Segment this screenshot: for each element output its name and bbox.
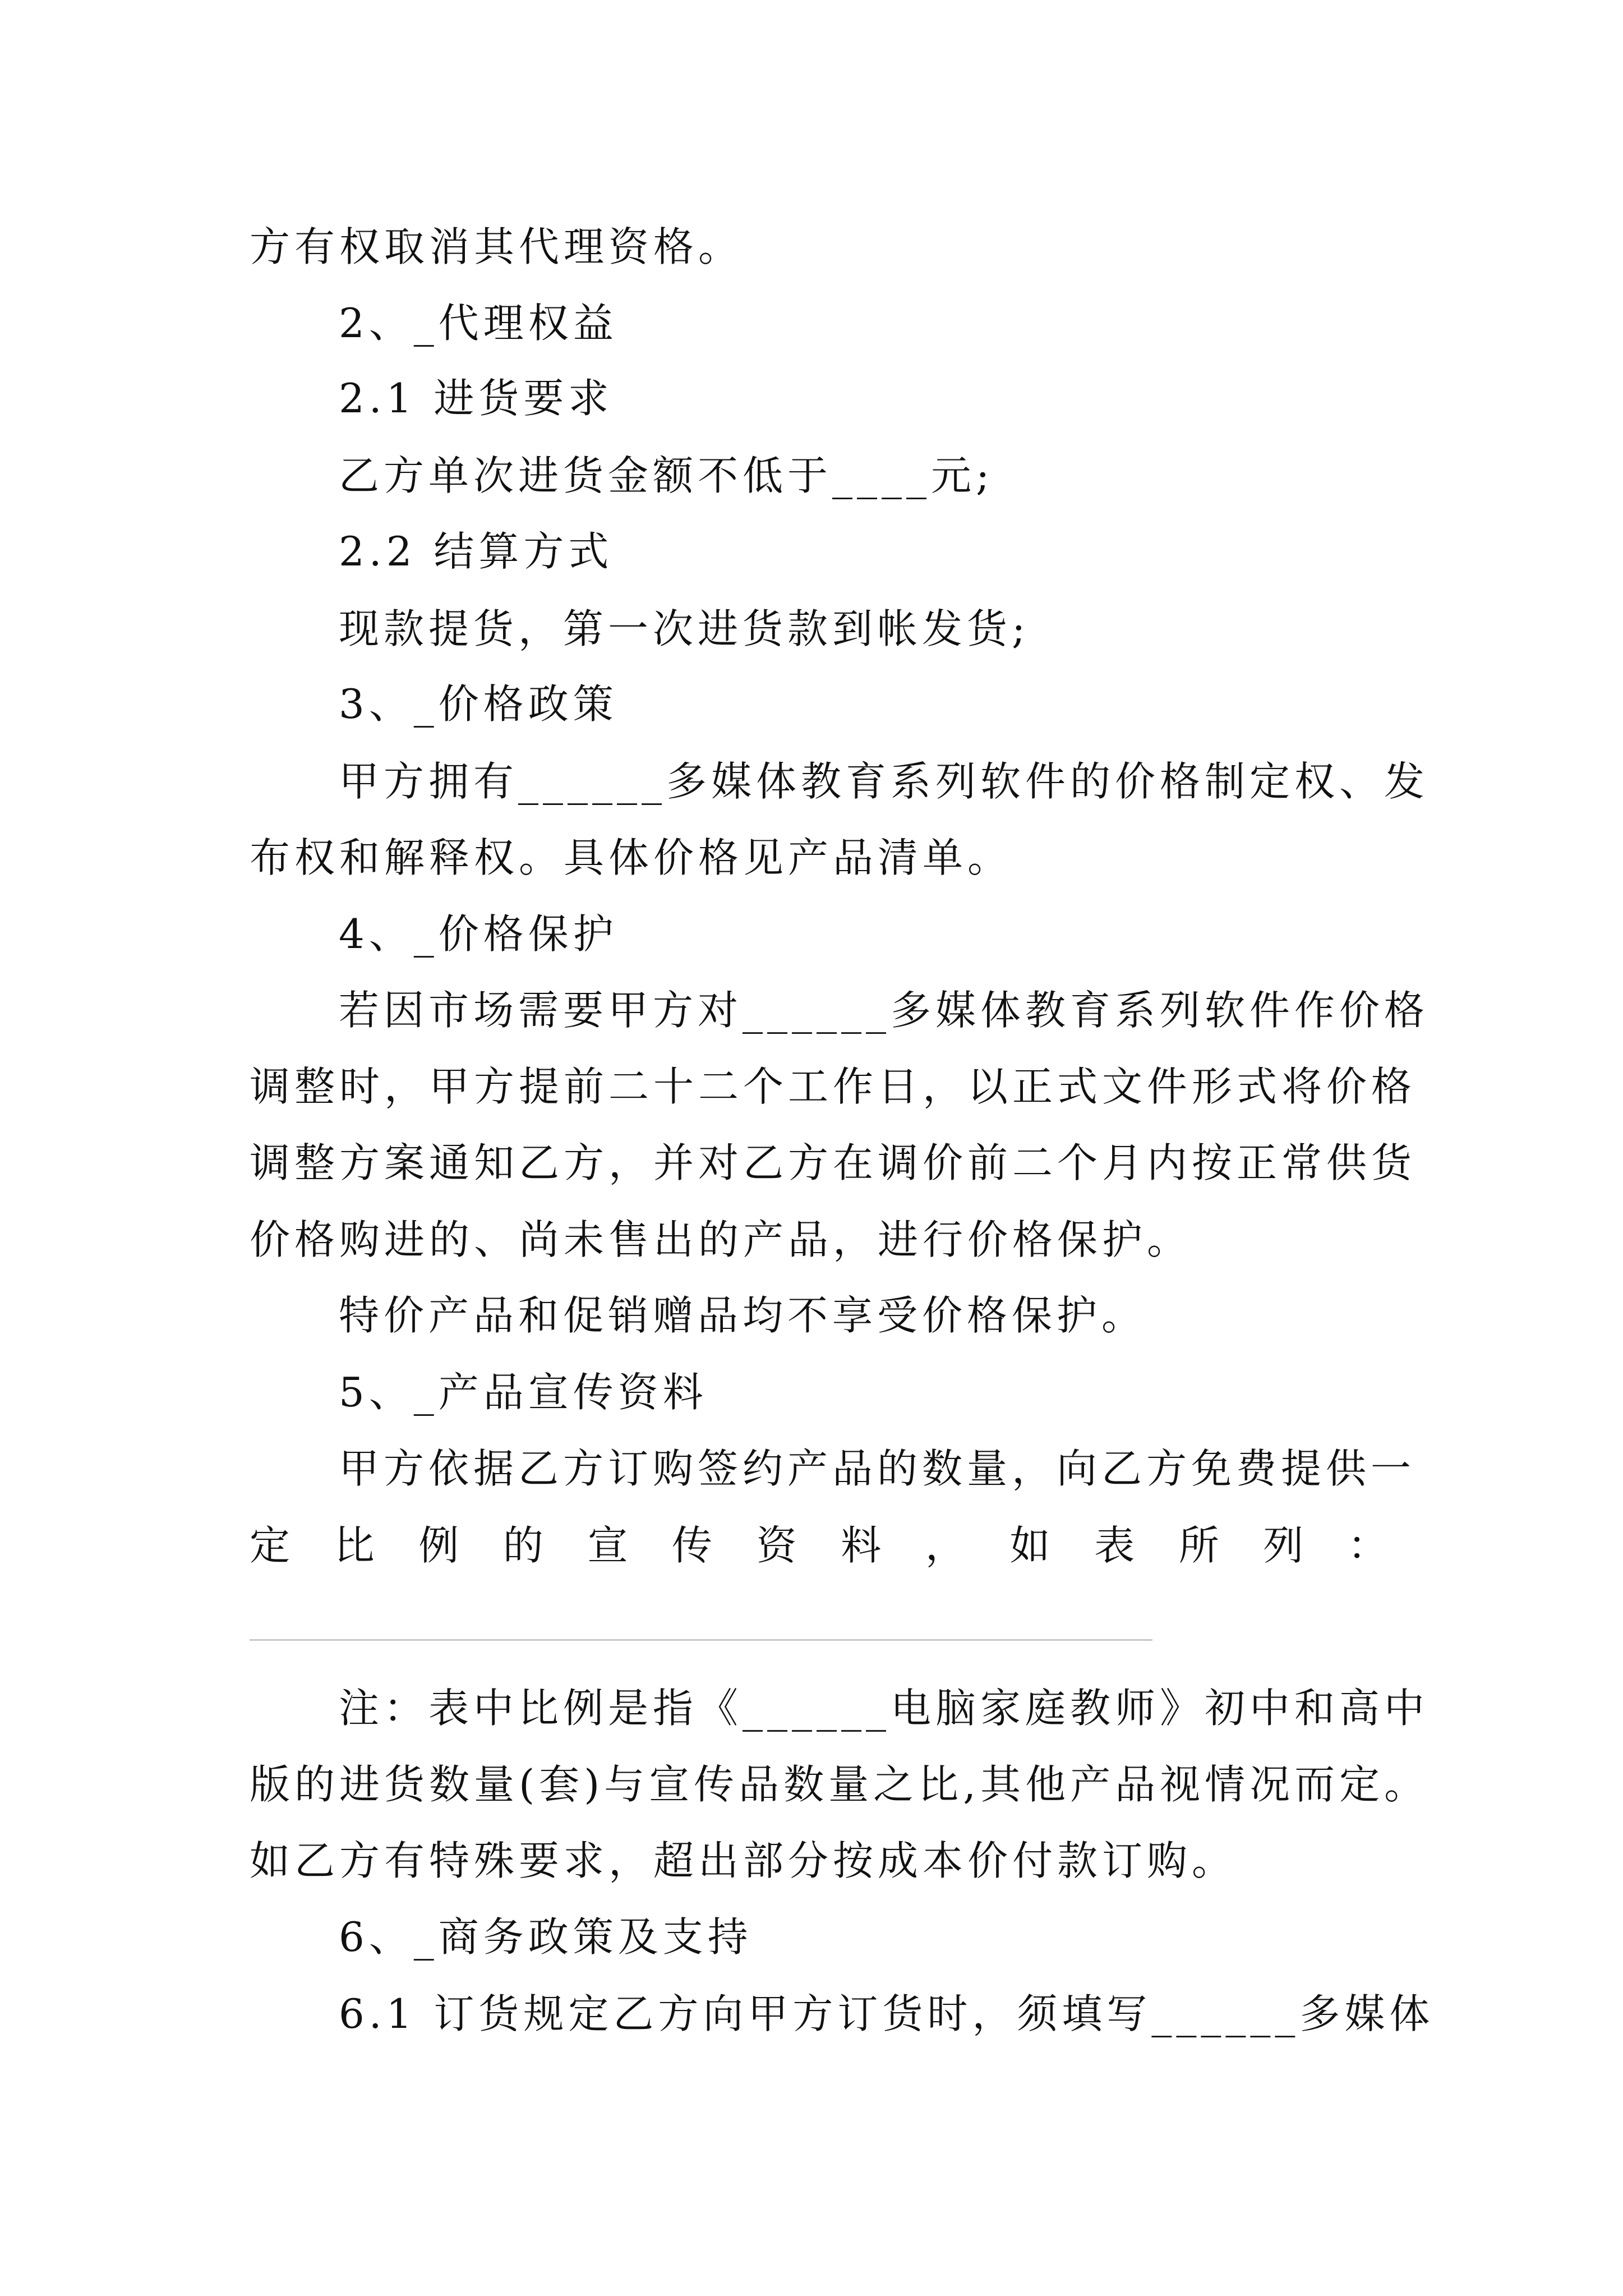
justified-char: 比: [334, 1522, 375, 1569]
justified-char: 如: [1009, 1522, 1050, 1569]
justified-char: 列: [1263, 1522, 1304, 1569]
justified-char: ：: [1347, 1522, 1388, 1569]
justified-char: 的: [502, 1522, 543, 1569]
justified-char: ，: [925, 1522, 966, 1569]
paragraph-line: 乙方单次进货金额不低于____元;: [339, 452, 994, 499]
subsection-heading-2-1: 2.1 进货要求: [339, 375, 614, 422]
paragraph-line: 调整时，甲方提前二十二个工作日，以正式文件形式将价格: [250, 1063, 1417, 1110]
paragraph-line: 若因市场需要甲方对______多媒体教育系列软件作价格: [339, 987, 1430, 1034]
justified-paragraph-line: [250, 1515, 1388, 1576]
justified-char: 例: [418, 1522, 459, 1569]
paragraph-line: 价格购进的、尚未售出的产品，进行价格保护。: [250, 1216, 1192, 1263]
paragraph-line: 甲方依据乙方订购签约产品的数量，向乙方免费提供一: [339, 1445, 1416, 1492]
paragraph-line: 现款提货，第一次进货款到帐发货;: [339, 605, 1030, 652]
section-heading-3: 3、_价格政策: [339, 680, 618, 728]
justified-char: 宣: [587, 1522, 628, 1569]
subsection-heading-2-2: 2.2 结算方式: [339, 528, 614, 575]
paragraph-line: 特价产品和促销赠品均不享受价格保护。: [339, 1292, 1147, 1339]
justified-char: 表: [1094, 1522, 1135, 1569]
section-heading-5: 5、_产品宣传资料: [339, 1369, 708, 1416]
paragraph-line: 方有权取消其代理资格。: [250, 223, 744, 270]
justified-char: 传: [672, 1522, 713, 1569]
justified-char: 定: [250, 1522, 291, 1569]
note-paragraph-line: 注：表中比例是指《______电脑家庭教师》初中和高中: [339, 1685, 1430, 1732]
section-heading-4: 4、_价格保护: [339, 910, 618, 958]
section-heading-2: 2、_代理权益: [339, 300, 618, 347]
paragraph-line: 调整方案通知乙方，并对乙方在调价前二个月内按正常供货: [250, 1139, 1417, 1186]
justified-char: 资: [756, 1522, 797, 1569]
justified-char: 料: [841, 1522, 882, 1569]
justified-char: 所: [1178, 1522, 1219, 1569]
paragraph-line: 版的进货数量(套)与宣传品数量之比,其他产品视情况而定。: [250, 1761, 1430, 1808]
paragraph-line: 如乙方有特殊要求，超出部分按成本价付款订购。: [250, 1837, 1237, 1884]
section-heading-6: 6、_商务政策及支持: [339, 1913, 753, 1961]
table-placeholder-rule: [250, 1639, 1152, 1641]
paragraph-line: 6.1 订货规定乙方向甲方订货时，须填写______多媒体: [339, 1990, 1435, 2037]
paragraph-line: 甲方拥有______多媒体教育系列软件的价格制定权、发: [339, 758, 1430, 805]
paragraph-line: 布权和解释权。具体价格见产品清单。: [250, 834, 1013, 881]
